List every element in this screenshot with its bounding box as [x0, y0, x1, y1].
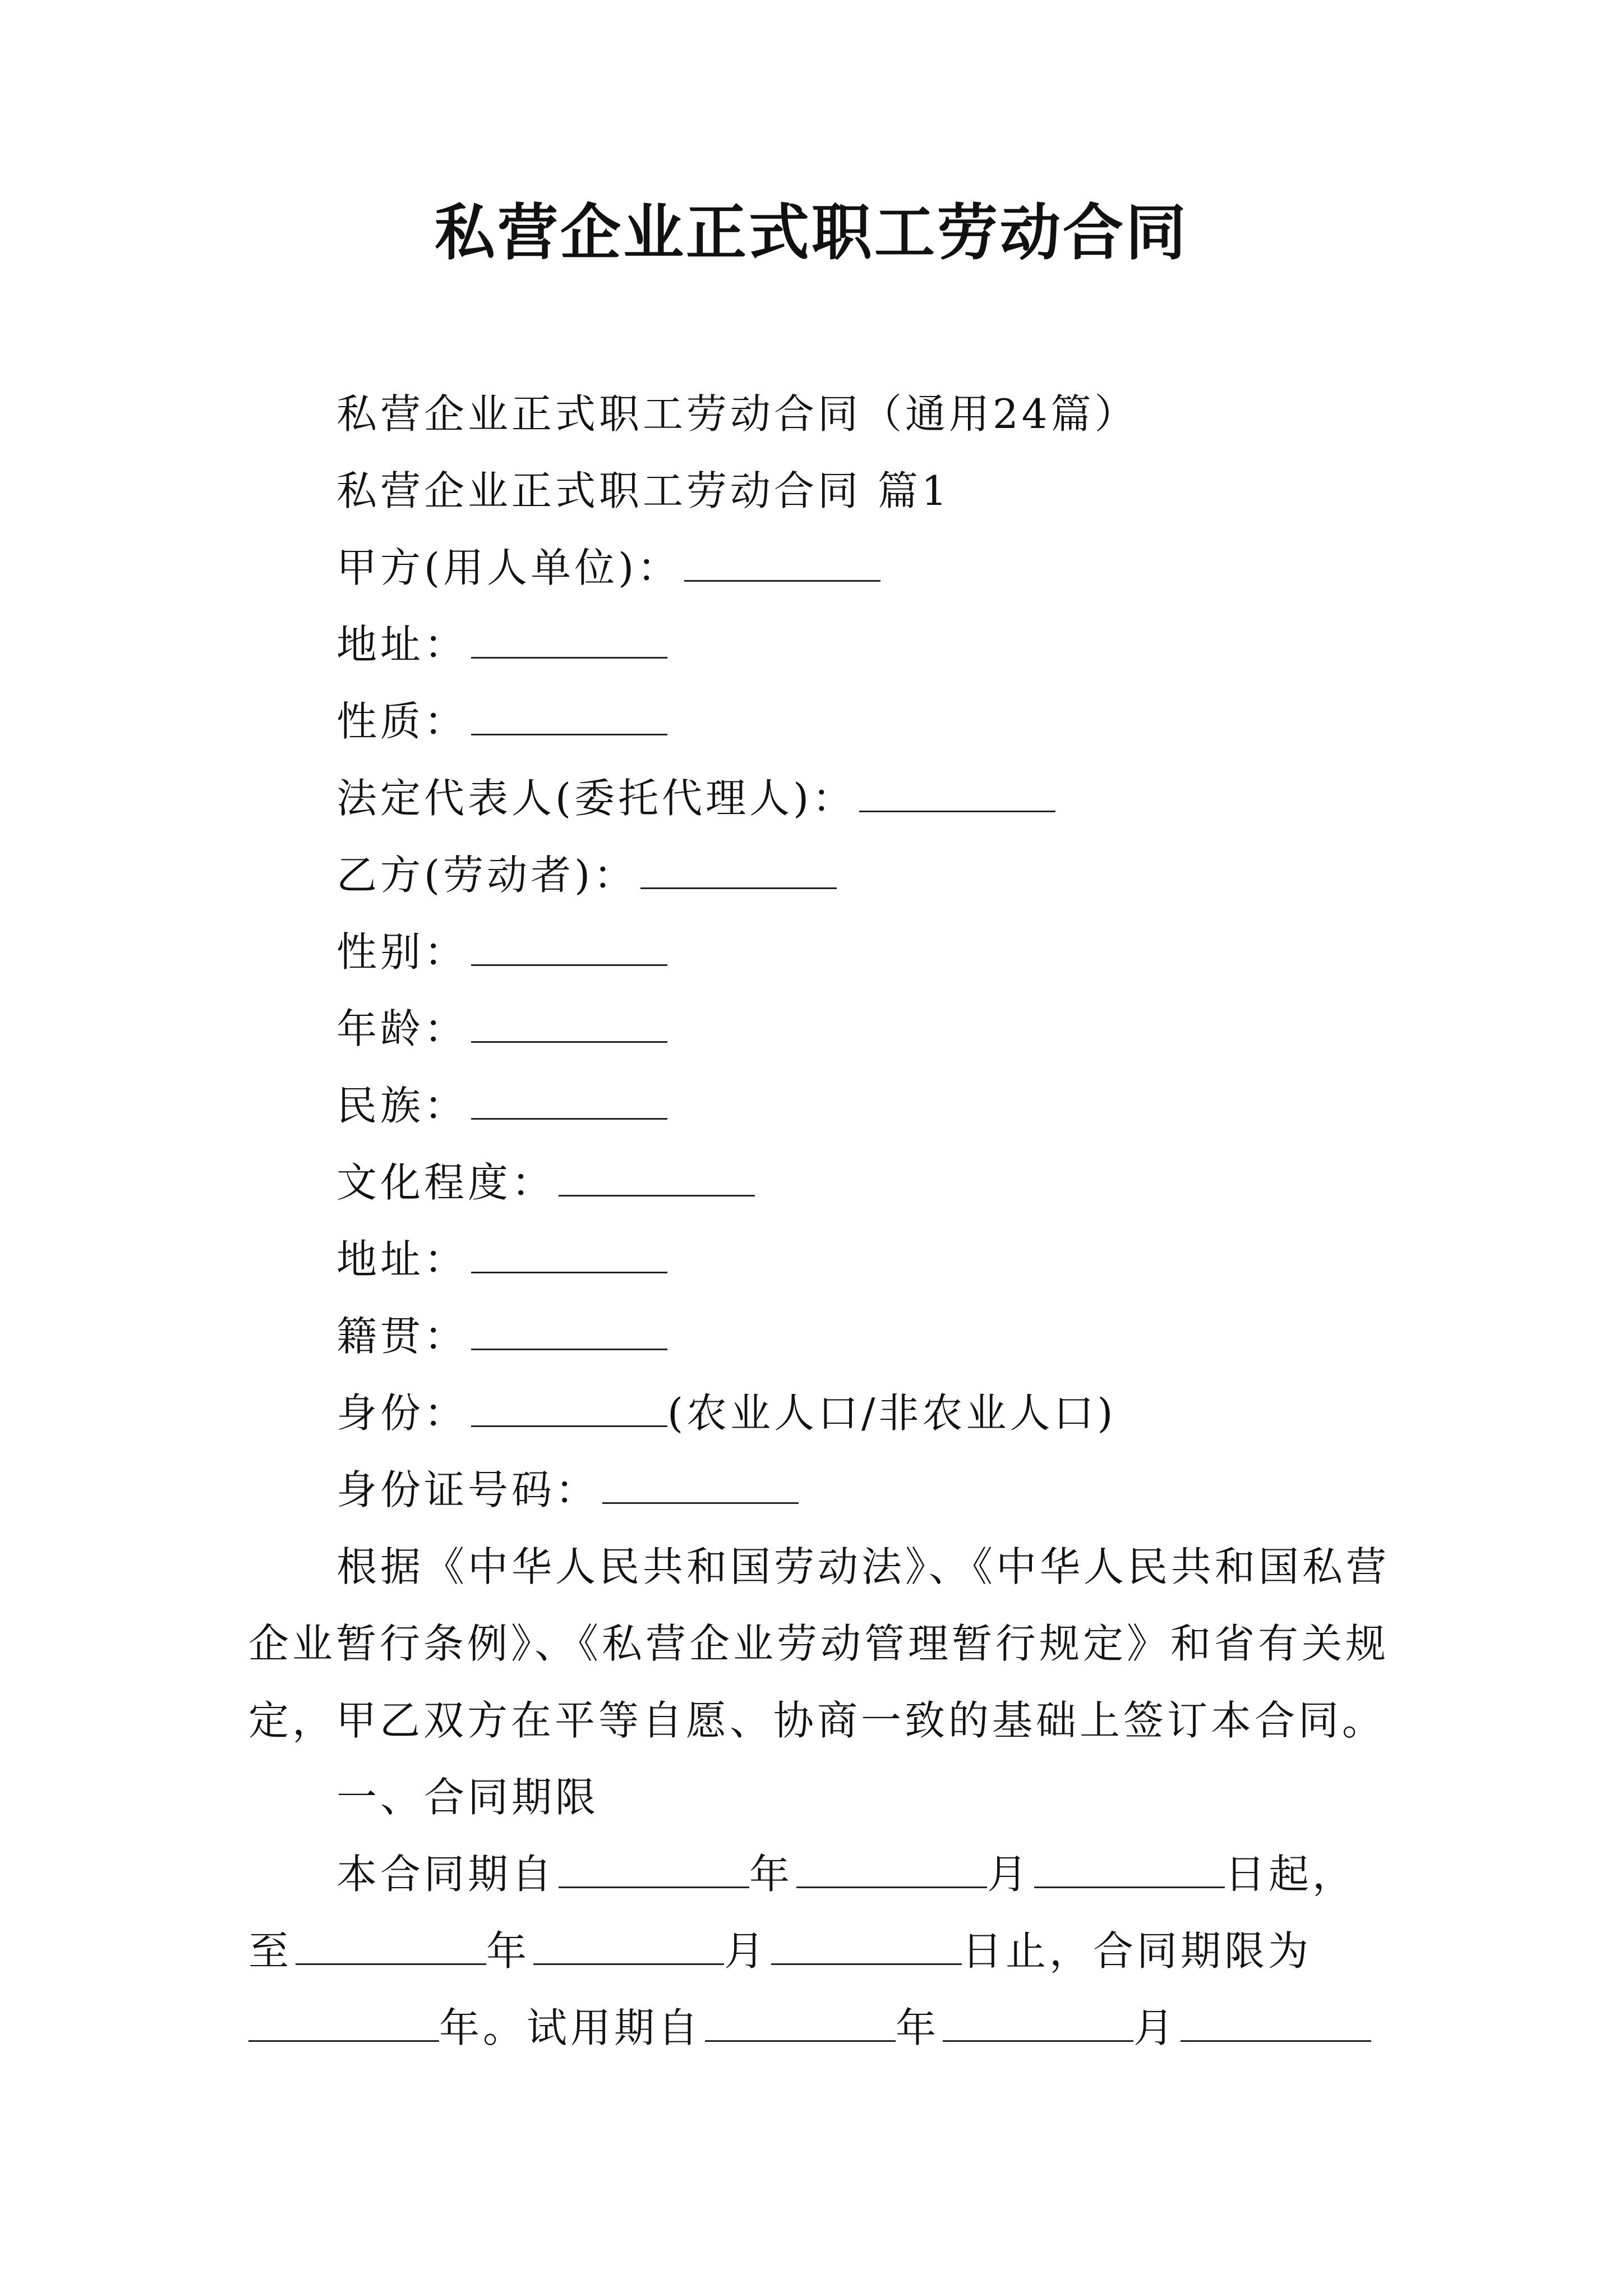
age-field — [336, 1001, 667, 1057]
ethnicity-field — [336, 1078, 667, 1134]
id-number-blank[interactable] — [602, 1469, 799, 1504]
section-heading: 私营企业正式职工劳动合同 篇1 — [336, 467, 951, 514]
legal-rep-label: 法定代表人(委托代理人)： — [336, 775, 856, 822]
term-year-label-2: 年 — [486, 1927, 531, 1975]
preamble-line-1: 根据《中华人民共和国劳动法》、《中华人民共和国私营 — [336, 1543, 1390, 1590]
education-blank[interactable] — [559, 1161, 755, 1197]
party-a-field — [336, 540, 880, 596]
probation-day-blank[interactable] — [1181, 2007, 1371, 2042]
term-l2-prefix: 至 — [248, 1927, 293, 1975]
native-place-blank[interactable] — [471, 1315, 667, 1350]
probation-month-blank[interactable] — [943, 2007, 1133, 2042]
nature-field — [336, 693, 667, 749]
education-label: 文化程度： — [336, 1159, 556, 1206]
party-b-label: 乙方(劳动者)： — [336, 852, 638, 899]
term-start-day-blank[interactable] — [1034, 1853, 1225, 1888]
term-line-2 — [248, 1923, 1312, 1979]
term-start-month-blank[interactable] — [796, 1853, 987, 1888]
term-start-year-blank[interactable] — [559, 1853, 749, 1888]
term-end-month-blank[interactable] — [533, 1930, 724, 1965]
gender-blank[interactable] — [471, 931, 667, 966]
legal-rep-blank[interactable] — [859, 777, 1055, 812]
party-b-blank[interactable] — [640, 854, 837, 889]
term-year-label-3: 年 — [896, 2004, 940, 2051]
term-l1-suffix: 日起， — [1225, 1851, 1357, 1898]
term-line-1 — [336, 1846, 1356, 1902]
term-line-3 — [248, 2000, 1371, 2056]
term-month-label-2: 月 — [724, 1927, 768, 1975]
address-b-blank[interactable] — [471, 1238, 667, 1273]
education-field — [336, 1154, 755, 1211]
native-place-field — [336, 1308, 667, 1364]
nature-blank[interactable] — [471, 700, 667, 735]
preamble-line-2: 企业暂行条例》、《私营企业劳动管理暂行规定》和省有关规 — [248, 1620, 1390, 1667]
term-length-blank[interactable] — [248, 2007, 439, 2042]
ethnicity-blank[interactable] — [471, 1084, 667, 1120]
term-l3-mid: 年。试用期自 — [439, 2004, 702, 2051]
age-label: 年龄： — [336, 1005, 468, 1052]
term-end-year-blank[interactable] — [296, 1930, 486, 1965]
nature-label: 性质： — [336, 698, 468, 745]
address-a-blank[interactable] — [471, 623, 667, 659]
gender-label: 性别： — [336, 928, 468, 976]
term-heading: 一、合同期限 — [336, 1774, 600, 1821]
address-b-field — [336, 1231, 667, 1287]
id-number-label: 身份证号码： — [336, 1466, 600, 1513]
party-a-blank[interactable] — [684, 546, 880, 582]
identity-label: 身份： — [336, 1389, 468, 1437]
address-a-label: 地址： — [336, 621, 468, 668]
probation-year-blank[interactable] — [705, 2007, 896, 2042]
id-number-field — [336, 1462, 799, 1518]
term-end-day-blank[interactable] — [771, 1930, 962, 1965]
identity-blank[interactable] — [471, 1392, 667, 1427]
party-b-field — [336, 847, 837, 903]
identity-suffix: (农业人口/非农业人口) — [667, 1389, 1117, 1437]
identity-field — [336, 1385, 1116, 1441]
native-place-label: 籍贯： — [336, 1313, 468, 1360]
term-month-label: 月 — [987, 1851, 1031, 1898]
address-a-field — [336, 616, 667, 673]
party-a-label: 甲方(用人单位)： — [336, 544, 681, 591]
term-l1-prefix: 本合同期自 — [336, 1851, 556, 1898]
legal-rep-field — [336, 770, 1055, 826]
ethnicity-label: 民族： — [336, 1082, 468, 1129]
document-subtitle: 私营企业正式职工劳动合同（通用24篇） — [336, 390, 1138, 438]
term-l2-suffix: 日止，合同期限为 — [962, 1927, 1312, 1975]
gender-field — [336, 924, 667, 980]
age-blank[interactable] — [471, 1007, 667, 1043]
preamble-line-3: 定，甲乙双方在平等自愿、协商一致的基础上签订本合同。 — [248, 1697, 1386, 1744]
document-title: 私营企业正式职工劳动合同 — [434, 197, 1188, 268]
address-b-label: 地址： — [336, 1236, 468, 1283]
term-year-label: 年 — [749, 1851, 794, 1898]
term-month-label-3: 月 — [1133, 2004, 1178, 2051]
